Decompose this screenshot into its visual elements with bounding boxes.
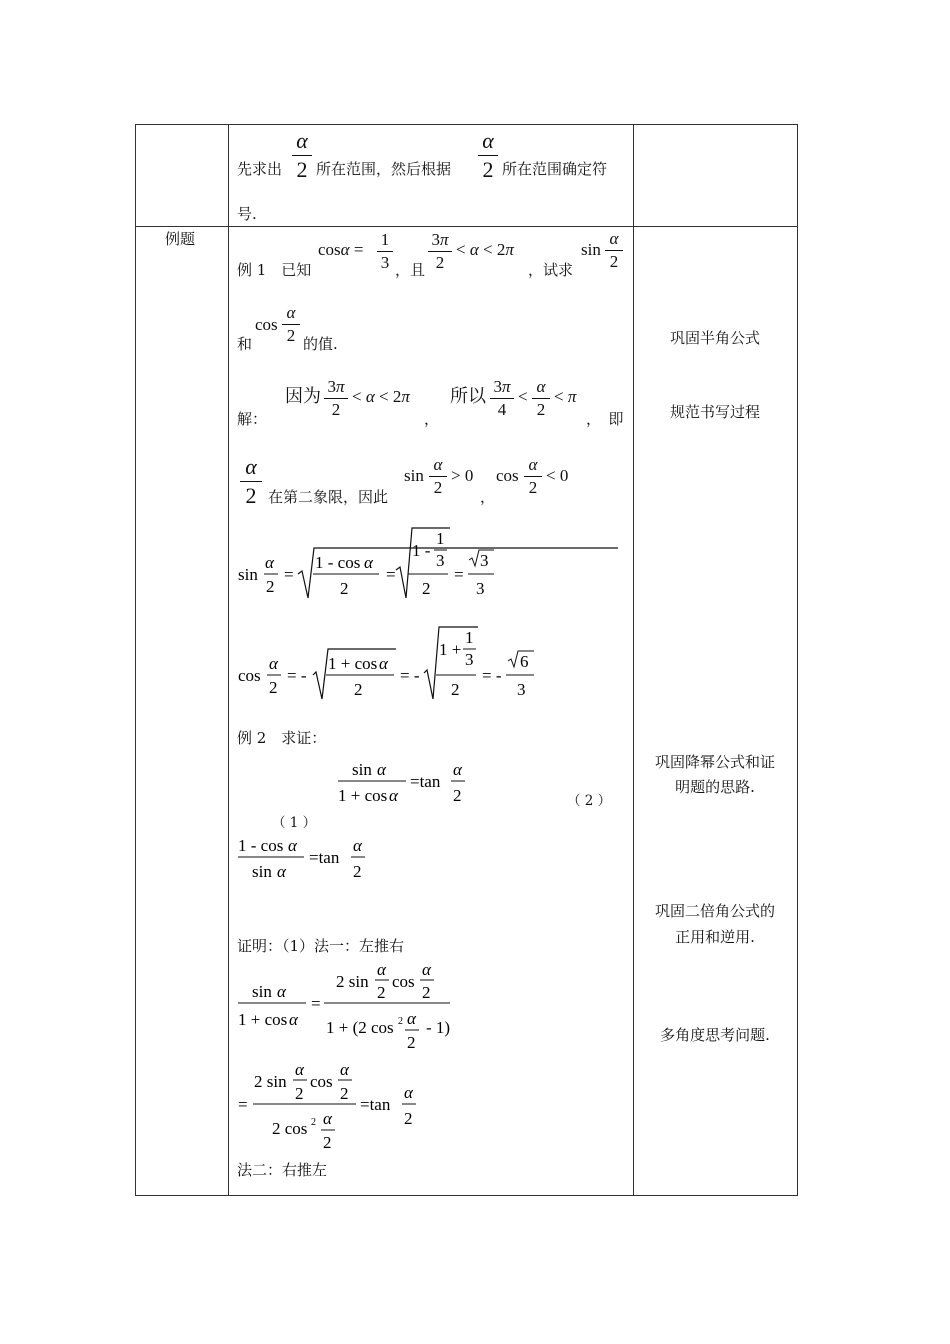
math-3pi-over-2: 3π 2 — [324, 377, 348, 420]
svg-text:=tan: =tan — [309, 848, 340, 867]
svg-text:α: α — [269, 654, 278, 673]
svg-text:α: α — [389, 786, 398, 805]
row1-text-a: 先求出 — [237, 160, 283, 178]
svg-text:α: α — [422, 960, 431, 979]
ex1-value: 的值. — [303, 335, 338, 353]
math-gt-zero: > 0 — [451, 466, 474, 485]
ex1-therefore: 所以 — [450, 386, 486, 407]
svg-text:2: 2 — [377, 983, 386, 1002]
math-half-alpha: α 2 — [292, 128, 312, 183]
svg-text:2: 2 — [269, 678, 278, 697]
row1-text-b: 所在范围，然后根据 — [316, 160, 452, 178]
math-half-alpha: α 2 — [605, 229, 623, 272]
solution-label: 解： — [237, 410, 268, 428]
svg-text:2: 2 — [340, 579, 349, 598]
svg-text:2: 2 — [354, 680, 363, 699]
math-lt-alpha-lt-2pi: < α < 2π — [352, 387, 410, 406]
svg-text:α: α — [453, 760, 462, 779]
ex1-and: ，且 — [395, 261, 426, 279]
svg-text:sin: sin — [252, 862, 272, 881]
math-lt-alpha-lt-2pi: < α < 2π — [456, 240, 514, 259]
svg-text:=tan: =tan — [410, 772, 441, 791]
svg-text:=: = — [311, 994, 321, 1013]
example-2-label: 例 2 求证： — [237, 729, 327, 747]
math-lt: < — [518, 387, 528, 406]
svg-text:- 1): - 1) — [426, 1018, 451, 1037]
svg-text:α: α — [340, 1060, 349, 1079]
ex1-and-word: 和 — [237, 335, 253, 353]
svg-text:α: α — [404, 1083, 413, 1102]
math-lt-pi: < π — [554, 387, 577, 406]
svg-text:1 + cos: 1 + cos — [238, 1010, 288, 1029]
svg-text:1 + cos: 1 + cos — [328, 654, 378, 673]
svg-text:2: 2 — [451, 680, 460, 699]
svg-text:α: α — [379, 654, 388, 673]
math-half-alpha: α 2 — [532, 377, 550, 420]
math-half-alpha: α 2 — [524, 455, 542, 498]
math-3pi-over-2: 3π 2 — [428, 230, 452, 273]
math-half-alpha: α 2 — [478, 128, 498, 183]
ex1-quadrant: 在第二象限，因此 — [268, 488, 389, 506]
svg-text:2 sin: 2 sin — [336, 972, 369, 991]
note-writing: 规范书写过程 — [669, 403, 760, 421]
svg-text:2: 2 — [404, 1109, 413, 1128]
svg-text:3: 3 — [465, 650, 474, 669]
comma: ， — [424, 410, 440, 428]
svg-text:α: α — [289, 1010, 298, 1029]
column-divider-1 — [228, 125, 229, 1195]
svg-text:= -: = - — [287, 666, 307, 685]
svg-text:6: 6 — [520, 652, 529, 671]
svg-text:=: = — [454, 565, 464, 584]
math-3pi-over-4: 3π 4 — [490, 377, 514, 420]
svg-text:α: α — [265, 553, 274, 572]
svg-text:α: α — [377, 760, 386, 779]
formula-proof-step-2 — [236, 1062, 436, 1152]
svg-text:sin: sin — [238, 565, 258, 584]
example-1-label: 例 1 已知 — [237, 261, 312, 279]
svg-text:2: 2 — [407, 1033, 416, 1052]
proof-heading: 证明：（1）法一：左推右 — [237, 937, 405, 955]
ex1-ask: ，试求 — [528, 261, 574, 279]
identity-number-2: （ 2 ） — [567, 793, 612, 809]
svg-text:=: = — [284, 565, 294, 584]
math-cos-alpha-eq: cosα = — [318, 240, 364, 259]
row-label-examples: 例题 — [165, 230, 196, 248]
svg-text:2: 2 — [295, 1084, 304, 1103]
row1-text-c: 所在范围确定符 — [502, 160, 608, 178]
svg-text:sin: sin — [352, 760, 372, 779]
svg-text:2: 2 — [340, 1084, 349, 1103]
note-power-reduction-1: 巩固降幂公式和证 — [654, 753, 775, 771]
formula-proof-step-1 — [236, 960, 466, 1050]
svg-text:cos: cos — [392, 972, 415, 991]
svg-text:=: = — [238, 1095, 248, 1114]
note-half-angle: 巩固半角公式 — [669, 329, 760, 347]
ex1-because: 因为 — [285, 386, 321, 407]
svg-text:cos: cos — [238, 666, 261, 685]
svg-text:2: 2 — [266, 577, 275, 596]
formula-sin-half-angle — [236, 526, 536, 606]
svg-text:= -: = - — [400, 666, 420, 685]
formula-identity-2 — [236, 834, 376, 884]
math-sin: sin — [404, 466, 424, 485]
svg-text:α: α — [323, 1109, 332, 1128]
math-half-alpha: α 2 — [240, 454, 262, 509]
svg-text:2 cos: 2 cos — [272, 1119, 308, 1138]
svg-text:3: 3 — [476, 579, 485, 598]
svg-text:3: 3 — [480, 551, 489, 570]
svg-text:α: α — [377, 960, 386, 979]
math-half-alpha: α 2 — [429, 455, 447, 498]
identity-number-1: （ 1 ） — [272, 815, 317, 831]
svg-text:=tan: =tan — [360, 1095, 391, 1114]
svg-text:2: 2 — [398, 1016, 403, 1027]
math-cos: cos — [496, 466, 519, 485]
svg-text:sin: sin — [252, 982, 272, 1001]
svg-text:3: 3 — [436, 551, 445, 570]
svg-text:α: α — [288, 836, 297, 855]
svg-text:2: 2 — [422, 579, 431, 598]
svg-text:2: 2 — [453, 786, 462, 805]
svg-text:2 sin: 2 sin — [254, 1072, 287, 1091]
ex1-ie: ， 即 — [586, 410, 624, 428]
math-cos: cos — [255, 315, 278, 334]
svg-text:2: 2 — [311, 1117, 316, 1128]
method-2-heading: 法二：右推左 — [237, 1161, 328, 1179]
svg-text:2: 2 — [353, 862, 362, 881]
svg-text:2: 2 — [323, 1133, 332, 1152]
svg-text:2: 2 — [422, 983, 431, 1002]
formula-cos-half-angle — [236, 625, 556, 705]
svg-text:= -: = - — [482, 666, 502, 685]
svg-text:1 - cos: 1 - cos — [238, 836, 284, 855]
note-multi-angle: 多角度思考问题. — [660, 1026, 770, 1044]
svg-text:1 +: 1 + — [439, 640, 462, 659]
svg-text:1: 1 — [465, 628, 474, 647]
svg-text:α: α — [295, 1060, 304, 1079]
svg-text:=: = — [386, 565, 396, 584]
svg-text:1 + cos: 1 + cos — [338, 786, 388, 805]
svg-text:1 + (2 cos: 1 + (2 cos — [326, 1018, 394, 1037]
note-power-reduction-2: 明题的思路. — [675, 778, 755, 796]
svg-text:1 - cos: 1 - cos — [315, 553, 361, 572]
note-double-angle-1: 巩固二倍角公式的 — [654, 902, 775, 920]
row1-text-d: 号. — [237, 205, 257, 223]
math-lt-zero: < 0 — [546, 466, 569, 485]
math-half-alpha: α 2 — [282, 303, 300, 346]
math-sin: sin — [581, 240, 601, 259]
svg-text:α: α — [277, 862, 286, 881]
svg-text:cos: cos — [310, 1072, 333, 1091]
svg-text:α: α — [353, 836, 362, 855]
formula-identity-1 — [336, 758, 476, 808]
note-double-angle-2: 正用和逆用. — [675, 928, 755, 946]
svg-text:1 -: 1 - — [412, 541, 431, 560]
comma: ， — [480, 488, 496, 506]
math-one-third: 1 3 — [377, 230, 393, 273]
svg-text:α: α — [407, 1009, 416, 1028]
svg-text:1: 1 — [436, 529, 445, 548]
svg-text:3: 3 — [517, 680, 526, 699]
svg-text:α: α — [277, 982, 286, 1001]
svg-text:α: α — [364, 553, 373, 572]
row-divider — [136, 226, 797, 227]
